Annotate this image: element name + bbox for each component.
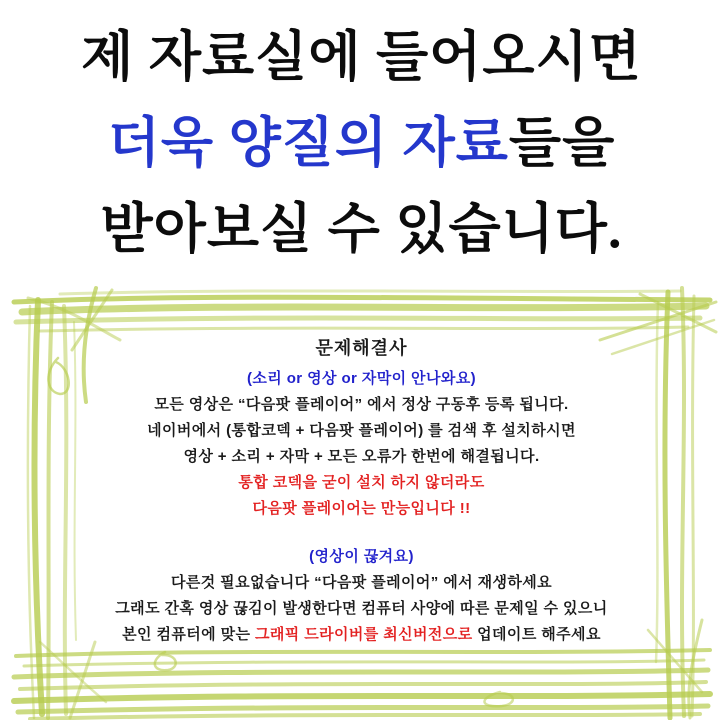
section2-line-3 bbox=[30, 622, 693, 648]
headline-line-2 bbox=[0, 100, 723, 186]
headline bbox=[0, 14, 723, 272]
section2-line-3-suffix: 업데이트 해주세요 bbox=[472, 626, 601, 643]
section2-line-1: 다른것 필요없습니다 “다음팟 플레이어” 에서 재생하세요 bbox=[170, 574, 553, 591]
section1-line-1: 모든 영상은 “다음팟 플레이어” 에서 정상 구동후 등록 됩니다. bbox=[154, 396, 569, 413]
notice-body bbox=[30, 336, 693, 648]
headline-line-1: 제 자료실에 들어오시면 bbox=[81, 27, 642, 87]
headline-line-2-highlight: 더욱 양질의 자료 bbox=[107, 113, 509, 173]
headline-line-3: 받아보실 수 있습니다. bbox=[100, 199, 623, 259]
section2-line-2: 그래도 간혹 영상 끊김이 발생한다면 컴퓨터 사양에 따른 문제일 수 있으니 bbox=[115, 600, 608, 617]
section2-line-3-highlight: 그래픽 드라이버를 최신버전으로 bbox=[254, 626, 473, 643]
notice-title: 문제해결사 bbox=[315, 338, 408, 358]
section2-heading: (영상이 끊겨요) bbox=[309, 548, 414, 565]
section1-line-2: 네이버에서 (통합코덱 + 다음팟 플레이어) 를 검색 후 설치하시면 bbox=[147, 422, 576, 439]
section2-line-3-prefix: 본인 컴퓨터에 맞는 bbox=[122, 626, 255, 643]
section1-red-line-2: 다음팟 플레이어는 만능입니다 !! bbox=[252, 500, 471, 517]
section1-heading: (소리 or 영상 or 자막이 안나와요) bbox=[246, 370, 477, 387]
section1-line-3: 영상 + 소리 + 자막 + 모든 오류가 한번에 해결됩니다. bbox=[183, 448, 540, 465]
section1-red-line-1: 통합 코덱을 굳이 설치 하지 않더라도 bbox=[238, 474, 485, 491]
headline-line-2-rest: 들을 bbox=[508, 113, 616, 173]
